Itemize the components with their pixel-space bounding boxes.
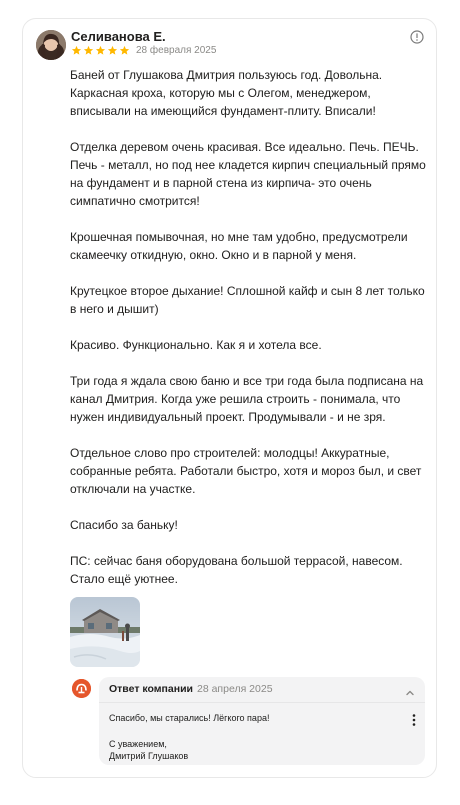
rating-row bbox=[71, 45, 216, 56]
review-text bbox=[70, 66, 430, 606]
review-paragraph: Крутецкое второе дыхание! Сплошной кайф и сын 8 лет только в него и дышит) bbox=[70, 284, 425, 316]
review-paragraph: Отдельное слово про строителей: молодцы! Аккуратные, собранные ребята. Работали быстро, хотя и мороз был, и свет отключали на участке. bbox=[70, 446, 422, 496]
review-paragraph: Баней от Глушакова Дмитрия пользуюсь год. Довольна. Каркасная кроха, которую мы с Олегом, менеджером, вписывали на имеющийся фундамент-плиту. Вписали! bbox=[70, 68, 383, 118]
company-reply-date: 28 апреля 2025 bbox=[197, 683, 273, 695]
signature-line: С уважением, bbox=[109, 739, 167, 749]
star-icon bbox=[71, 45, 82, 56]
company-reply-text: Спасибо, мы старались! Лёгкого пара! bbox=[109, 713, 270, 723]
review-paragraph: Красиво. Функционально. Как я и хотела все. bbox=[70, 338, 322, 352]
company-reply bbox=[99, 677, 425, 765]
company-reply-signature bbox=[109, 738, 188, 762]
review-paragraph: Спасибо за баньку! bbox=[70, 518, 178, 532]
review-paragraph: Крошечная помывочная, но мне там удобно, предусмотрели скамеечку откидную, окно. Окно и в парной у меня. bbox=[70, 230, 408, 262]
review-paragraph: Отделка деревом очень красивая. Все идеально. Печь. ПЕЧЬ. Печь - металл, но под нее кладется кирпич специальный прямо на фундамент и в парной стена из кирпича- это очень симпатично смотрится! bbox=[70, 140, 426, 208]
review-date: 28 февраля 2025 bbox=[136, 45, 217, 56]
company-reply-header[interactable] bbox=[99, 677, 425, 703]
star-icon bbox=[119, 45, 130, 56]
rating-stars bbox=[71, 45, 130, 56]
review-card bbox=[22, 18, 437, 778]
author-name[interactable]: Селиванова Е. bbox=[71, 29, 166, 44]
author-avatar[interactable] bbox=[36, 30, 66, 60]
review-paragraph: Три года я ждала свою баню и все три года была подписана на канал Дмитрия. Когда уже решила строить - понимала, что нужен индивидуальный проект. Продумывали - и не зря. bbox=[70, 374, 424, 424]
chevron-up-icon[interactable] bbox=[405, 685, 415, 695]
company-reply-title: Ответ компании bbox=[109, 683, 193, 695]
signature-name: Дмитрий Глушаков bbox=[109, 751, 189, 761]
review-photo[interactable] bbox=[70, 597, 140, 667]
review-paragraph: ПС: сейчас баня оборудована большой террасой, навесом. Стало ещё уютнее. bbox=[70, 554, 403, 586]
company-logo-icon bbox=[72, 679, 91, 698]
star-icon bbox=[95, 45, 106, 56]
star-icon bbox=[83, 45, 94, 56]
info-icon[interactable] bbox=[410, 30, 424, 44]
star-icon bbox=[107, 45, 118, 56]
kebab-menu-icon[interactable] bbox=[411, 713, 417, 727]
